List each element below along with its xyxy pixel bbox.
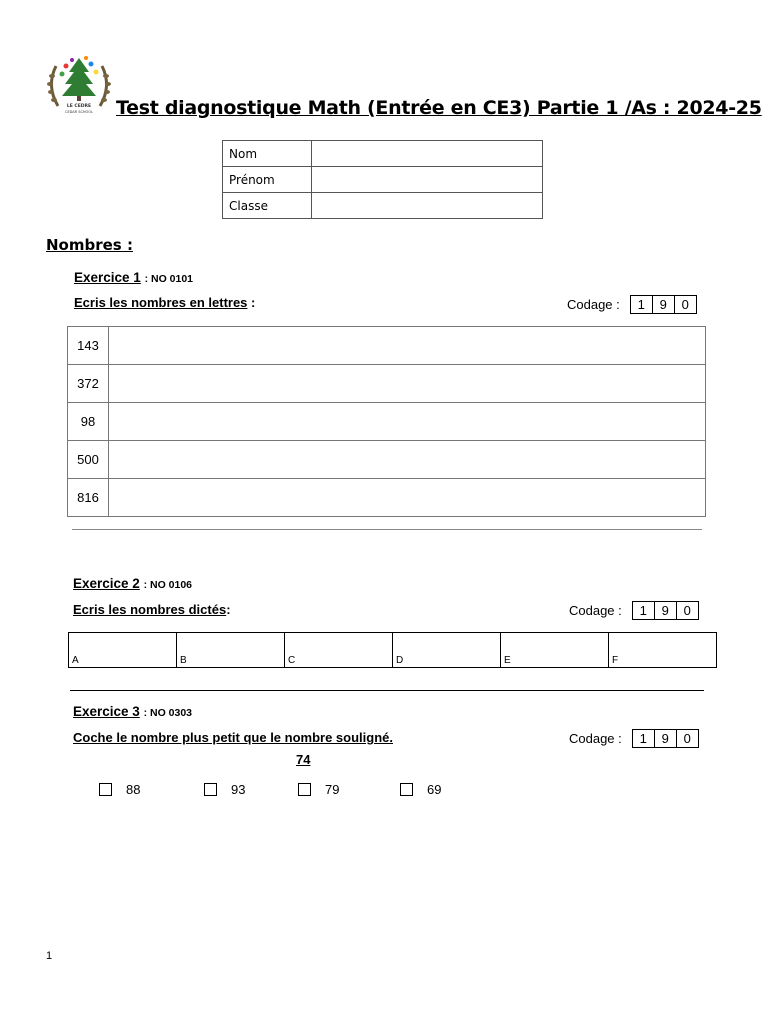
svg-text:LE CEDRE: LE CEDRE: [66, 104, 92, 109]
codage-box[interactable]: 1: [633, 730, 655, 747]
checkbox[interactable]: [400, 783, 413, 796]
codage-box[interactable]: 0: [681, 297, 689, 312]
dictation-cell-d[interactable]: D: [393, 633, 501, 668]
option-79[interactable]: [298, 782, 339, 797]
number-cell: 816: [68, 479, 109, 517]
table-row: [68, 327, 706, 365]
option-69[interactable]: [400, 782, 441, 797]
school-logo: [44, 54, 114, 120]
codage-box[interactable]: 0: [683, 731, 691, 746]
checkbox[interactable]: [298, 783, 311, 796]
table-row: [223, 167, 543, 193]
exercise-3-instruction-text: Coche le nombre plus petit que le nombre souligné.: [73, 730, 393, 745]
exercise-1-title: Exercice 1: [74, 270, 141, 285]
exercise-1-heading: [74, 270, 193, 285]
answer-field[interactable]: [109, 327, 706, 365]
dictation-cell-e[interactable]: E: [501, 633, 609, 668]
exercise-2-code: : NO 0106: [143, 579, 193, 591]
svg-text:CEDAR SCHOOL: CEDAR SCHOOL: [65, 110, 93, 114]
dictation-cell-a[interactable]: A: [69, 633, 177, 668]
numbers-to-words-table: [67, 326, 706, 517]
table-row: [68, 441, 706, 479]
prenom-field[interactable]: [312, 167, 543, 193]
dictation-table: [68, 632, 717, 668]
codage-label: Codage :: [567, 297, 620, 312]
section-title: Nombres :: [46, 236, 133, 254]
exercise-3-code: : NO 0303: [143, 707, 193, 719]
codage-box[interactable]: 9: [655, 730, 677, 747]
answer-field[interactable]: [109, 365, 706, 403]
dictation-cell-b[interactable]: B: [177, 633, 285, 668]
codage-box[interactable]: 0: [683, 603, 691, 618]
dictation-cell-f[interactable]: F: [609, 633, 717, 668]
exercise-1-instruction: [74, 295, 255, 310]
codage-label: Codage :: [569, 603, 622, 618]
codage-box[interactable]: 9: [653, 296, 675, 313]
option-label: 93: [231, 782, 246, 797]
answer-field[interactable]: [109, 441, 706, 479]
table-row: [223, 193, 543, 219]
exercise-2-instruction-text: Ecris les nombres dictés: [73, 602, 227, 617]
exercise-1-instruction-suffix: :: [247, 295, 256, 310]
codage-box[interactable]: 9: [655, 602, 677, 619]
exercise-1-code: : NO 0101: [144, 273, 194, 285]
table-row: [68, 403, 706, 441]
option-label: 79: [325, 782, 340, 797]
divider: [72, 529, 702, 530]
table-row: [69, 633, 717, 668]
nom-label: Nom: [223, 141, 312, 167]
exercise-3-instruction: [73, 730, 393, 745]
underlined-target-number: 74: [296, 752, 311, 767]
exercise-3-title: Exercice 3: [73, 704, 140, 719]
codage-label: Codage :: [569, 731, 622, 746]
exercise-2-title: Exercice 2: [73, 576, 140, 591]
checkbox[interactable]: [204, 783, 217, 796]
number-cell: 143: [68, 327, 109, 365]
option-label: 88: [126, 782, 141, 797]
checkbox[interactable]: [99, 783, 112, 796]
number-cell: 500: [68, 441, 109, 479]
answer-field[interactable]: [109, 403, 706, 441]
dictation-cell-c[interactable]: C: [285, 633, 393, 668]
student-info-table: [222, 140, 543, 219]
table-row: [68, 479, 706, 517]
exercise-1-codage: [567, 295, 697, 314]
exercise-2-instruction: [73, 602, 231, 617]
divider: [70, 690, 704, 691]
option-88[interactable]: [99, 782, 140, 797]
prenom-label: Prénom: [223, 167, 312, 193]
page-title: Test diagnostique Math (Entrée en CE3) Partie 1 /As : 2024-25: [116, 97, 762, 119]
option-label: 69: [427, 782, 442, 797]
nom-field[interactable]: [312, 141, 543, 167]
number-cell: 98: [68, 403, 109, 441]
codage-box[interactable]: 1: [631, 296, 653, 313]
option-93[interactable]: [204, 782, 245, 797]
codage-box[interactable]: 1: [633, 602, 655, 619]
table-row: [68, 365, 706, 403]
exercise-2-heading: [73, 576, 192, 591]
exercise-1-instruction-text: Ecris les nombres en lettres: [74, 295, 248, 310]
answer-field[interactable]: [109, 479, 706, 517]
page-number: 1: [46, 950, 53, 962]
number-cell: 372: [68, 365, 109, 403]
exercise-2-instruction-suffix: :: [226, 602, 231, 617]
exercise-3-heading: [73, 704, 192, 719]
exercise-2-codage: [569, 601, 699, 620]
classe-label: Classe: [223, 193, 312, 219]
exercise-3-codage: [569, 729, 699, 748]
table-row: [223, 141, 543, 167]
classe-field[interactable]: [312, 193, 543, 219]
cedar-tree-logo-icon: [44, 54, 114, 120]
